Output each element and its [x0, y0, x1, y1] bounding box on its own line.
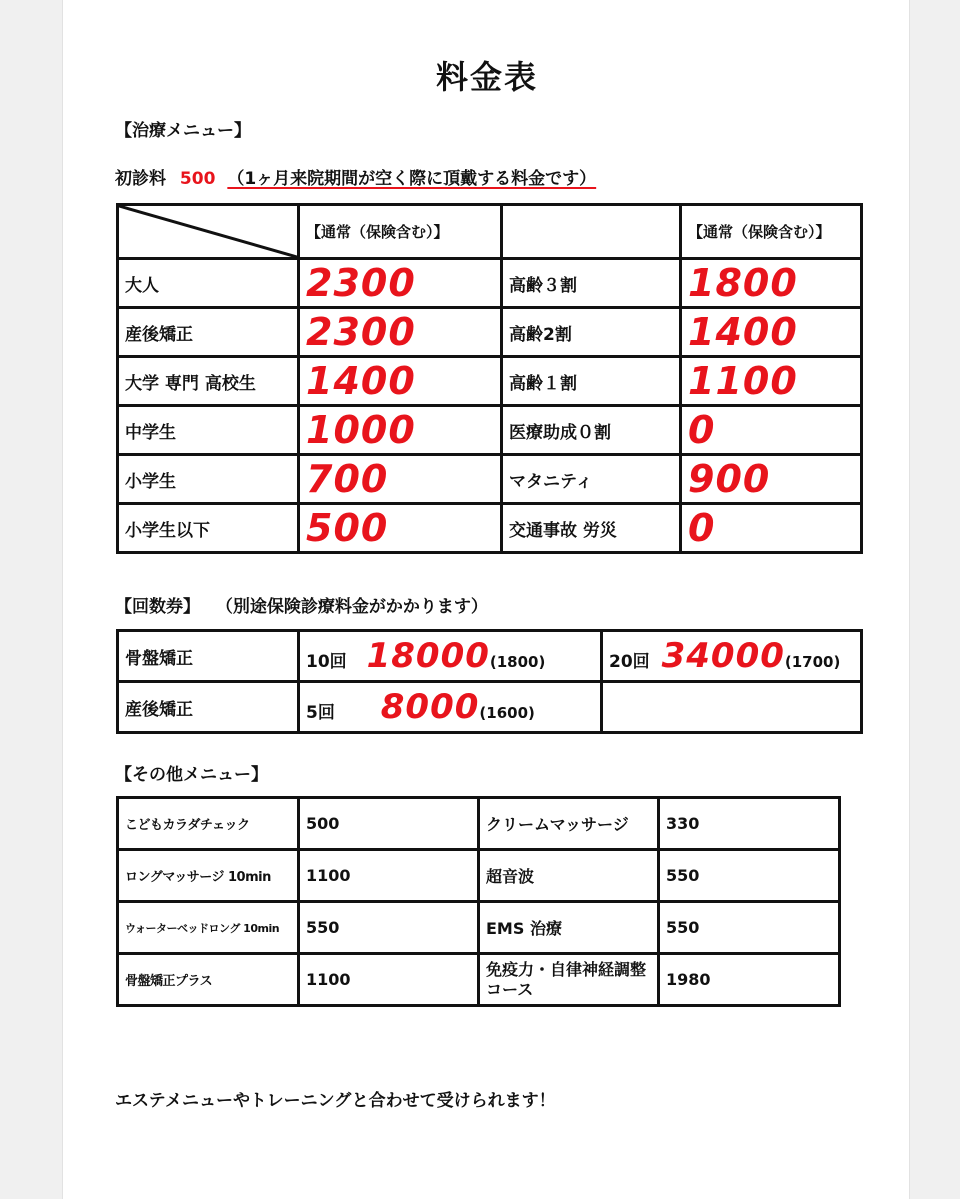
table-row	[118, 406, 862, 455]
row-label: クリームマッサージ	[479, 798, 659, 850]
treatment-section-label: 【治療メニュー】	[115, 121, 251, 141]
ticket-unit-price: (1800)	[489, 653, 546, 671]
row-label: 医療助成０割	[502, 406, 681, 455]
other-menu-table	[116, 796, 841, 1007]
ticket-price: 8000	[380, 687, 480, 727]
page-title: 料金表	[435, 58, 538, 96]
price-value: 700	[299, 455, 502, 504]
table-row	[118, 798, 840, 850]
table-row	[118, 682, 862, 733]
row-label: 骨盤矯正	[118, 631, 299, 682]
ticket-count: 5回	[306, 703, 335, 723]
ticket-unit-price: (1600)	[479, 704, 535, 722]
price-value: 2300	[299, 259, 502, 308]
treatment-header-row	[118, 205, 862, 259]
row-label: マタニティ	[502, 455, 681, 504]
ticket-price: 18000	[366, 636, 490, 676]
price-value: 500	[299, 504, 502, 553]
table-row	[118, 902, 840, 954]
footer-note: エステメニューやトレーニングと合わせて受けられます！	[115, 1091, 556, 1111]
row-label: 産後矯正	[118, 308, 299, 357]
price-value: 1000	[299, 406, 502, 455]
price-value: 2300	[299, 308, 502, 357]
price-value: 330	[659, 798, 840, 850]
price-value: 1100	[299, 850, 479, 902]
row-label: EMS 治療	[479, 902, 659, 954]
row-label: ウォーターベッドロング 10min	[118, 902, 299, 954]
row-label: ロングマッサージ 10min	[118, 850, 299, 902]
tickets-section-note: （別途保険診療料金がかかります）	[215, 597, 488, 617]
table-row	[118, 504, 862, 553]
row-label: こどもカラダチェック	[118, 798, 299, 850]
price-sheet	[62, 0, 910, 1199]
row-label: 小学生以下	[118, 504, 299, 553]
row-label: 骨盤矯正プラス	[118, 954, 299, 1006]
ticket-cell	[299, 631, 602, 682]
row-label: 小学生	[118, 455, 299, 504]
row-label: 大人	[118, 259, 299, 308]
price-value: 1400	[299, 357, 502, 406]
ticket-price: 34000	[661, 636, 785, 676]
table-row	[118, 357, 862, 406]
ticket-cell	[299, 682, 602, 733]
row-label: 交通事故 労災	[502, 504, 681, 553]
price-value: 1980	[659, 954, 840, 1006]
price-value: 1400	[681, 308, 862, 357]
treatment-price-table	[116, 203, 863, 554]
column-header-normal-right: 【通常（保険含む）】	[681, 205, 862, 259]
row-label: 高齢１割	[502, 357, 681, 406]
table-row	[118, 954, 840, 1006]
price-value: 500	[299, 798, 479, 850]
diagonal-line	[119, 206, 297, 257]
first-visit-note: （1ヶ月来院期間が空く際に頂戴する料金です）	[227, 169, 597, 189]
row-label: 大学 専門 高校生	[118, 357, 299, 406]
price-value: 550	[299, 902, 479, 954]
price-value: 0	[681, 504, 862, 553]
diagonal-header-cell	[118, 205, 299, 259]
tickets-section-line	[115, 592, 488, 617]
row-label: 超音波	[479, 850, 659, 902]
row-label: 高齢３割	[502, 259, 681, 308]
table-row	[118, 455, 862, 504]
first-visit-price: 500	[179, 169, 216, 189]
tickets-section-label: 【回数券】	[115, 597, 200, 617]
ticket-unit-price: (1700)	[784, 653, 841, 671]
other-section-label: 【その他メニュー】	[115, 765, 268, 785]
ticket-cell	[602, 631, 862, 682]
price-value: 1800	[681, 259, 862, 308]
price-value: 550	[659, 902, 840, 954]
price-value: 550	[659, 850, 840, 902]
price-value: 0	[681, 406, 862, 455]
first-visit-line	[115, 164, 596, 189]
column-header-normal-left: 【通常（保険含む）】	[299, 205, 502, 259]
table-row	[118, 631, 862, 682]
price-value: 1100	[299, 954, 479, 1006]
first-visit-label: 初診料	[115, 169, 166, 189]
column-header-blank	[502, 205, 681, 259]
price-value: 1100	[681, 357, 862, 406]
empty-cell	[602, 682, 862, 733]
row-label: 免疫力・自律神経調整コース	[479, 954, 659, 1006]
row-label: 中学生	[118, 406, 299, 455]
price-value: 900	[681, 455, 862, 504]
row-label: 産後矯正	[118, 682, 299, 733]
table-row	[118, 308, 862, 357]
table-row	[118, 850, 840, 902]
ticket-price-table	[116, 629, 863, 734]
table-row	[118, 259, 862, 308]
ticket-count: 10回	[306, 652, 347, 672]
ticket-count: 20回	[609, 652, 650, 672]
row-label: 高齢2割	[502, 308, 681, 357]
